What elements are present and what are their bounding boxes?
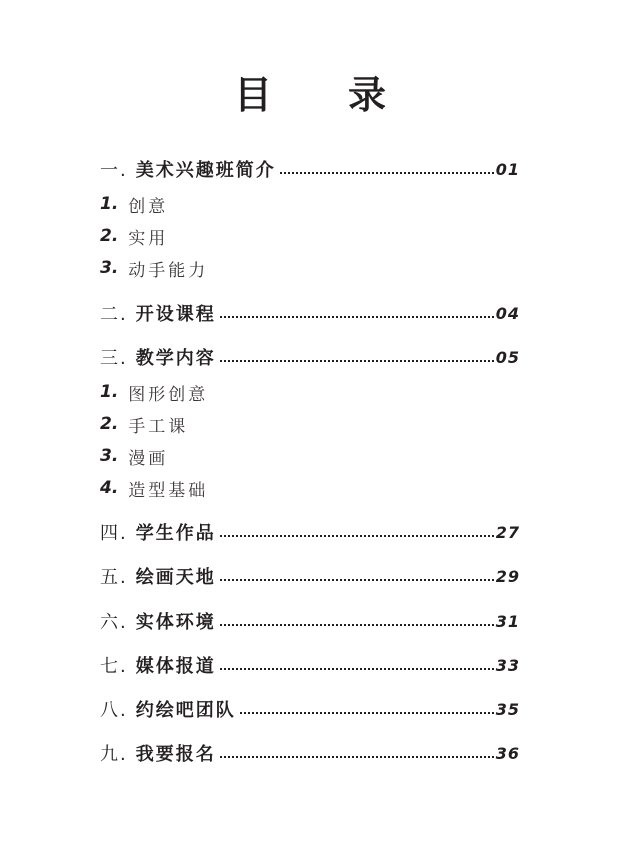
toc-title [0,64,620,119]
toc-entry-page: 01 [495,159,520,179]
toc-subentry-number: 3. [100,446,119,466]
toc-entry-title: 绘画天地 [135,567,216,588]
toc-entry[interactable] [100,344,520,370]
toc-entry-page: 36 [495,743,520,763]
toc-subentry-label: 手工课 [128,416,189,437]
dot-leader [240,712,494,714]
toc-subentry-number: 1. [100,382,119,402]
dot-leader [220,579,494,581]
toc-entry-title: 学生作品 [135,523,216,544]
toc-entry-title: 约绘吧团队 [135,700,236,721]
toc-entry[interactable] [100,300,520,326]
toc-entry-title: 开设课程 [135,304,216,325]
toc-entry-page: 04 [495,303,520,323]
toc-subentry-label: 创意 [128,196,169,217]
toc-entry-number: 四. [100,523,128,544]
toc-subentry-label: 动手能力 [128,260,209,281]
dot-leader [220,668,494,670]
toc-subentry-number: 1. [100,194,119,214]
toc-subentry[interactable] [100,412,188,436]
toc-entry-number: 二. [100,304,128,325]
toc-entry-number: 六. [100,612,128,633]
toc-subentry[interactable] [100,380,208,404]
dot-leader [220,535,494,537]
toc-subentry[interactable] [100,476,208,500]
toc-subentry[interactable] [100,224,168,248]
toc-entry[interactable] [100,696,520,722]
dot-leader [280,172,494,174]
toc-subentry[interactable] [100,256,208,280]
toc-entry-title: 我要报名 [135,744,216,765]
toc-entry-page: 35 [495,699,520,719]
toc-subentry-number: 2. [100,226,119,246]
toc-entry-number: 五. [100,567,128,588]
toc-subentry-number: 3. [100,258,119,278]
toc-entry-title: 教学内容 [135,348,216,369]
toc-entry[interactable] [100,563,520,589]
toc-entry[interactable] [100,519,520,545]
toc-entry[interactable] [100,740,520,766]
toc-subentry[interactable] [100,444,168,468]
toc-entry[interactable] [100,156,520,182]
dot-leader [220,360,494,362]
toc-entry-title: 媒体报道 [135,656,216,677]
toc-subentry-label: 漫画 [128,448,169,469]
toc-title-char-2: 录 [348,73,387,117]
dot-leader [220,624,494,626]
toc-entry-number: 九. [100,744,128,765]
toc-entry-title: 美术兴趣班简介 [135,160,276,181]
toc-entry-page: 29 [495,566,520,586]
dot-leader [220,316,494,318]
toc-subentry-label: 图形创意 [128,384,209,405]
dot-leader [220,756,494,758]
toc-entry-number: 三. [100,348,128,369]
toc-entry-title: 实体环境 [135,612,216,633]
toc-subentry-label: 造型基础 [128,480,209,501]
toc-entry-page: 31 [495,611,520,631]
toc-entry[interactable] [100,652,520,678]
toc-entry-number: 七. [100,656,128,677]
toc-subentry[interactable] [100,192,168,216]
toc-entry-page: 27 [495,522,520,542]
toc-subentry-number: 2. [100,414,119,434]
toc-entry[interactable] [100,608,520,634]
toc-entry-number: 八. [100,700,128,721]
toc-subentry-label: 实用 [128,228,169,249]
toc-entry-page: 05 [495,347,520,367]
toc-title-char-1: 目 [233,73,272,117]
toc-subentry-number: 4. [100,478,119,498]
toc-entry-number: 一. [100,160,128,181]
toc-entry-page: 33 [495,655,520,675]
